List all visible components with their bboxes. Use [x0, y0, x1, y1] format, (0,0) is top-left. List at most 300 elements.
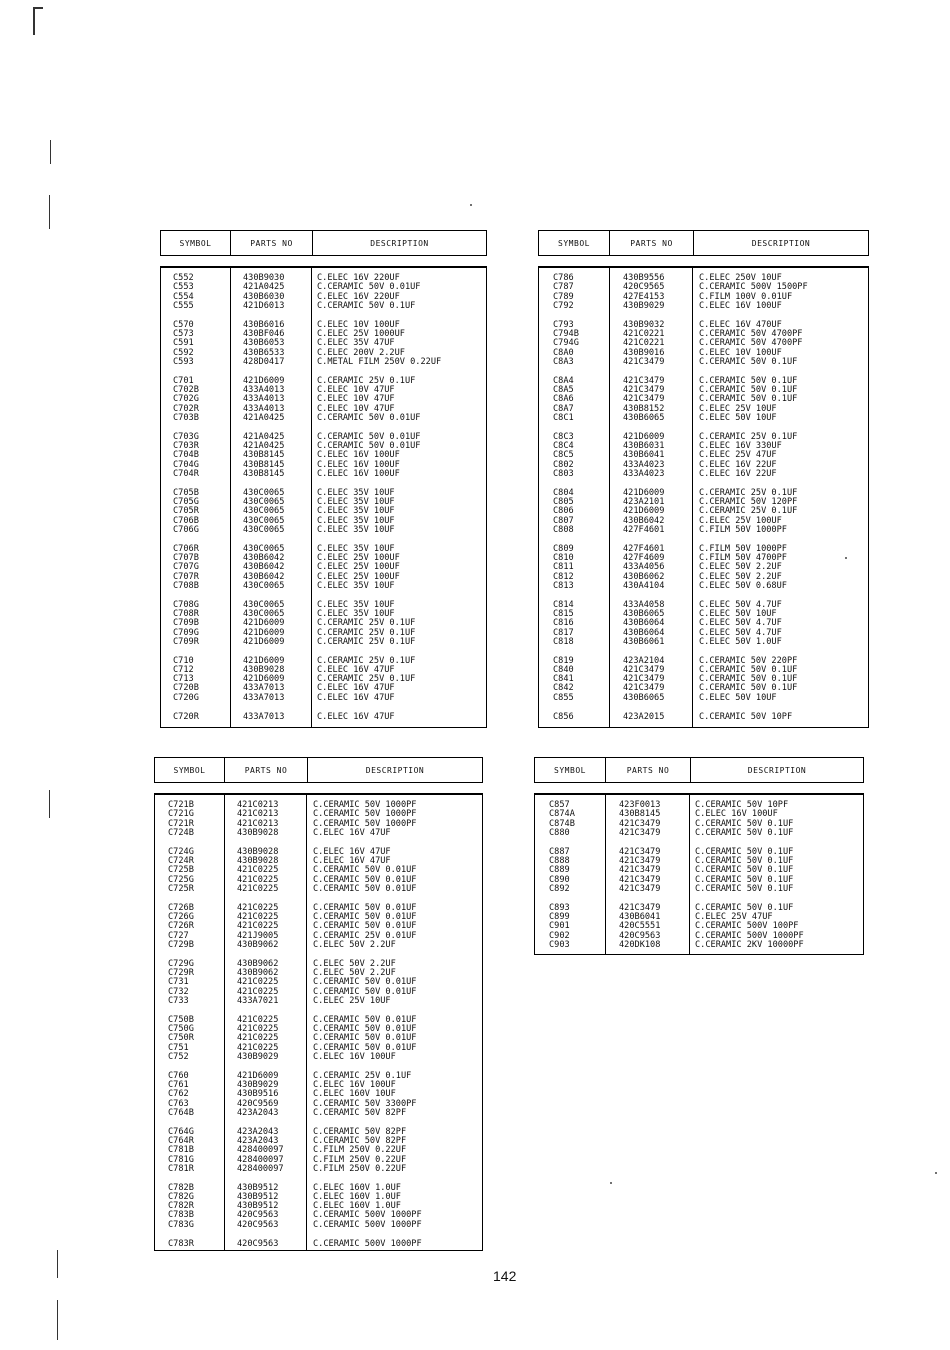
symbol-cell: C705B — [173, 487, 199, 498]
row-group — [553, 274, 579, 311]
parts-no-cell: 430B6042 — [243, 552, 285, 563]
parts-no-cell: 430B9028 — [237, 827, 279, 838]
description-cell: C.CERAMIC 25V 0.1UF — [317, 636, 416, 647]
symbol-cell: C704B — [173, 450, 199, 461]
parts-no-cell: 421C0225 — [237, 1033, 279, 1044]
parts-no-cell: 420C9563 — [237, 1238, 279, 1249]
row-group — [173, 377, 199, 423]
scan-mark-3 — [49, 790, 50, 818]
description-cell: C.ELEC 50V 4.7UF — [699, 627, 782, 638]
row-group — [173, 433, 199, 479]
description-cell: C.CERAMIC 50V 82PF — [313, 1135, 407, 1146]
symbol-cell: C783R — [168, 1238, 194, 1249]
description-cell: C.CERAMIC 50V 0.1UF — [695, 883, 794, 894]
description-cell: C.CERAMIC 50V 0.1UF — [695, 846, 794, 857]
row-group — [317, 433, 441, 479]
symbol-cell: C804 — [553, 487, 574, 498]
symbol-cell: C706G — [173, 524, 199, 535]
description-cell: C.CERAMIC 50V 0.01UF — [313, 921, 417, 932]
description-cell: C.ELEC 35V 10UF — [317, 487, 395, 498]
symbol-cell: C703R — [173, 440, 199, 451]
symbol-cell: C793 — [553, 319, 574, 330]
symbol-cell: C732 — [168, 986, 189, 997]
scan-mark-corner-v — [33, 7, 35, 35]
row-group — [699, 489, 808, 535]
symbol-cell: C720B — [173, 683, 199, 694]
description-cell: C.CERAMIC 25V 0.1UF — [317, 618, 416, 629]
row-group — [553, 545, 579, 591]
row-group — [243, 489, 284, 535]
parts-no-cell: 423A2043 — [237, 1126, 279, 1137]
row-group — [695, 801, 804, 838]
parts-no-cell: 421C0225 — [237, 1014, 279, 1025]
symbol-cell: C729G — [168, 958, 194, 969]
row-group — [237, 1240, 284, 1249]
row-group — [237, 1016, 284, 1062]
parts-no-cell: 421C0225 — [237, 921, 279, 932]
description-cell: C.ELEC 35V 10UF — [317, 515, 395, 526]
row-group — [317, 274, 441, 311]
row-group — [243, 545, 284, 591]
symbol-cell: C702R — [173, 403, 199, 414]
parts-no-cell: 421D6009 — [243, 636, 285, 647]
row-group — [699, 545, 808, 591]
row-group — [699, 601, 808, 647]
symbol-cell: C781R — [168, 1163, 194, 1174]
symbol-cell: C709B — [173, 618, 199, 629]
parts-no-cell: 430B6041 — [619, 911, 661, 922]
description-cell: C.ELEC 50V 2.2UF — [699, 562, 782, 573]
symbol-cell: C724G — [168, 846, 194, 857]
symbol-cell: C888 — [549, 855, 570, 866]
symbol-cell: C8A5 — [553, 384, 574, 395]
row-group — [313, 904, 422, 950]
description-cell: C.ELEC 50V 4.7UF — [699, 618, 782, 629]
scan-mark-4 — [57, 1250, 58, 1278]
symbol-cell: C787 — [553, 282, 574, 293]
symbol-cell: C8C4 — [553, 440, 574, 451]
symbol-cell: C726R — [168, 921, 194, 932]
description-cell: C.ELEC 200V 2.2UF — [317, 347, 405, 358]
symbol-cell: C750G — [168, 1023, 194, 1034]
parts-no-cell: 421C0225 — [237, 883, 279, 894]
parts-no-cell: 430B9029 — [237, 1051, 279, 1062]
symbol-cell: C811 — [553, 562, 574, 573]
description-cell: C.CERAMIC 50V 0.1UF — [695, 818, 794, 829]
parts-no-cell: 430B6042 — [243, 562, 285, 573]
symbol-cell: C899 — [549, 911, 570, 922]
description-cell: C.CERAMIC 50V 0.01UF — [317, 282, 421, 293]
description-cell: C.CERAMIC 50V 10PF — [695, 800, 789, 810]
parts-no-cell: 421C0213 — [237, 800, 279, 810]
row-group — [168, 1240, 194, 1249]
description-cell: C.FILM 250V 0.22UF — [313, 1145, 407, 1156]
row-group — [619, 904, 660, 950]
header-symbol: SYMBOL — [161, 231, 231, 255]
row-group — [313, 960, 422, 1006]
row-group — [173, 545, 199, 591]
parts-no-cell: 430B8145 — [243, 459, 285, 470]
row-group — [553, 489, 579, 535]
description-cell: C.ELEC 50V 2.2UF — [313, 939, 396, 950]
description-cell: C.ELEC 35V 10UF — [317, 543, 395, 554]
parts-no-cell: 433A4023 — [623, 468, 665, 479]
description-cell: C.ELEC 16V 220UF — [317, 273, 400, 283]
symbol-cell: C712 — [173, 664, 194, 675]
parts-no-cell: 421C3479 — [619, 827, 661, 838]
parts-no-cell: 430C0065 — [243, 524, 285, 535]
description-cell: C.CERAMIC 50V 0.01UF — [317, 440, 421, 451]
description-cell: C.ELEC 25V 10UF — [699, 403, 777, 414]
parts-no-cell: 421A0425 — [243, 282, 285, 293]
symbol-cell: C731 — [168, 977, 189, 988]
symbol-cell: C704G — [173, 459, 199, 470]
row-group — [553, 321, 579, 367]
parts-no-cell: 430B9062 — [237, 939, 279, 950]
row-group — [317, 657, 441, 703]
symbol-cell: C812 — [553, 571, 574, 582]
table-body — [538, 266, 869, 728]
description-cell: C.CERAMIC 50V 0.1UF — [695, 855, 794, 866]
description-cell: C.CERAMIC 25V 0.1UF — [699, 506, 798, 517]
parts-no-cell: 430B9029 — [623, 300, 665, 311]
description-cell: C.ELEC 25V 47UF — [699, 450, 777, 461]
parts-no-cell: 430B6031 — [623, 440, 665, 451]
parts-no-cell: 423A2101 — [623, 496, 665, 507]
description-cell: C.CERAMIC 25V 0.01UF — [313, 930, 417, 941]
parts-no-cell: 421C0225 — [237, 911, 279, 922]
description-cell: C.CERAMIC 500V 1500PF — [699, 282, 808, 293]
header-description: DESCRIPTION — [751, 238, 811, 248]
parts-no-cell: 421C3479 — [619, 846, 661, 857]
parts-no-cell: 421C3479 — [623, 683, 665, 694]
symbol-cell: C856 — [553, 711, 574, 722]
description-cell: C.ELEC 50V 2.2UF — [313, 958, 396, 969]
row-group — [173, 657, 199, 703]
table-header — [160, 230, 487, 256]
symbol-cell: C892 — [549, 883, 570, 894]
description-cell: C.ELEC 16V 47UF — [317, 692, 395, 703]
row-group — [168, 1016, 194, 1062]
description-cell: C.METAL FILM 250V 0.22UF — [317, 356, 442, 367]
description-cell: C.ELEC 25V 100UF — [699, 515, 782, 526]
symbol-cell: C703G — [173, 431, 199, 442]
header-description: DESCRIPTION — [370, 238, 429, 248]
description-cell: C.ELEC 25V 100UF — [317, 552, 400, 563]
description-cell: C.ELEC 35V 10UF — [317, 599, 395, 610]
description-cell: C.FILM 250V 0.22UF — [313, 1154, 407, 1165]
row-group — [173, 321, 199, 367]
row-group — [168, 801, 194, 838]
description-cell: C.ELEC 16V 100UF — [699, 300, 782, 311]
symbol-cell: C733 — [168, 995, 189, 1006]
parts-no-cell: 430C0065 — [243, 608, 285, 619]
description-cell: C.CERAMIC 50V 0.01UF — [313, 1042, 417, 1053]
description-cell: C.ELEC 16V 100UF — [313, 1051, 396, 1062]
symbol-cell: C789 — [553, 291, 574, 302]
description-cell: C.ELEC 35V 10UF — [317, 506, 395, 517]
parts-no-cell: 430B8145 — [619, 809, 661, 820]
parts-no-cell: 420C9565 — [623, 282, 665, 293]
symbol-cell: C810 — [553, 552, 574, 563]
symbol-cell: C889 — [549, 865, 570, 876]
symbol-cell: C593 — [173, 356, 194, 367]
symbol-cell: C552 — [173, 273, 194, 283]
description-cell: C.CERAMIC 50V 0.1UF — [695, 827, 794, 838]
symbol-cell: C708B — [173, 580, 199, 591]
parts-no-cell: 430B9016 — [623, 347, 665, 358]
header-symbol: SYMBOL — [535, 758, 606, 782]
row-group — [313, 1184, 422, 1230]
description-cell: C.CERAMIC 25V 0.1UF — [317, 375, 416, 386]
symbol-cell: C750B — [168, 1014, 194, 1025]
parts-no-cell: 420C9563 — [619, 930, 661, 941]
parts-no-cell: 421D6013 — [243, 300, 285, 311]
row-group — [317, 321, 441, 367]
parts-no-cell: 430C0065 — [243, 580, 285, 591]
parts-no-cell: 428400097 — [237, 1145, 284, 1156]
row-group — [699, 657, 808, 703]
row-group — [549, 801, 575, 838]
symbol-cell: C764G — [168, 1126, 194, 1137]
description-cell: C.CERAMIC 50V 0.01UF — [313, 1014, 417, 1025]
description-cell: C.ELEC 50V 1.0UF — [699, 636, 782, 647]
row-group — [549, 848, 575, 894]
parts-no-cell: 433A4013 — [243, 394, 285, 405]
parts-no-cell: 430B8145 — [243, 468, 285, 479]
row-group — [553, 377, 579, 423]
symbol-cell: C708G — [173, 599, 199, 610]
symbol-cell: C751 — [168, 1042, 189, 1053]
symbol-cell: C786 — [553, 273, 574, 283]
description-cell: C.ELEC 16V 100UF — [313, 1079, 396, 1090]
description-cell: C.CERAMIC 50V 0.1UF — [699, 394, 798, 405]
row-group — [695, 904, 804, 950]
scan-dot-3 — [610, 1182, 612, 1184]
parts-no-cell: 430B9030 — [243, 273, 285, 283]
description-cell: C.CERAMIC 50V 0.01UF — [317, 412, 421, 423]
row-group — [553, 601, 579, 647]
description-cell: C.ELEC 250V 10UF — [699, 273, 782, 283]
row-group — [623, 545, 664, 591]
symbol-cell: C818 — [553, 636, 574, 647]
parts-no-cell: 420C5551 — [619, 921, 661, 932]
row-group — [313, 1128, 422, 1174]
row-group — [699, 274, 808, 311]
description-cell: C.ELEC 25V 10UF — [313, 995, 391, 1006]
row-group — [243, 377, 284, 423]
description-cell: C.CERAMIC 500V 100PF — [695, 921, 799, 932]
parts-no-cell: 430B6041 — [623, 450, 665, 461]
parts-no-cell: 421C0225 — [237, 986, 279, 997]
symbol-cell: C725G — [168, 874, 194, 885]
scan-mark-corner-h — [33, 7, 43, 9]
parts-no-cell: 421C3479 — [619, 865, 661, 876]
row-group — [699, 713, 808, 722]
parts-no-cell: 430C0065 — [243, 487, 285, 498]
symbol-cell: C701 — [173, 375, 194, 386]
symbol-cell: C726G — [168, 911, 194, 922]
description-cell: C.ELEC 25V 47UF — [695, 911, 773, 922]
description-cell: C.CERAMIC 50V 0.1UF — [695, 902, 794, 913]
symbol-cell: C8C3 — [553, 431, 574, 442]
description-cell: C.CERAMIC 50V 4700PF — [699, 338, 803, 349]
symbol-cell: C724B — [168, 827, 194, 838]
symbol-cell: C808 — [553, 524, 574, 535]
parts-no-cell: 423F0013 — [619, 800, 661, 810]
parts-no-cell: 421C3479 — [623, 384, 665, 395]
parts-no-cell: 421A0425 — [243, 440, 285, 451]
description-cell: C.CERAMIC 25V 0.1UF — [317, 674, 416, 685]
parts-no-cell: 421C0225 — [237, 1042, 279, 1053]
table-header — [538, 230, 869, 256]
description-cell: C.ELEC 35V 10UF — [317, 580, 395, 591]
row-group — [623, 657, 664, 703]
symbol-cell: C8A3 — [553, 356, 574, 367]
description-cell: C.CERAMIC 50V 120PF — [699, 496, 798, 507]
description-cell: C.CERAMIC 50V 0.01UF — [313, 1033, 417, 1044]
scan-mark-1 — [50, 140, 51, 164]
symbol-cell: C554 — [173, 291, 194, 302]
description-cell: C.ELEC 35V 10UF — [317, 524, 395, 535]
row-group — [237, 1128, 284, 1174]
symbol-cell: C874B — [549, 818, 575, 829]
parts-no-cell: 430B9032 — [623, 319, 665, 330]
description-cell: C.ELEC 16V 22UF — [699, 459, 777, 470]
parts-no-cell: 428D0417 — [243, 356, 285, 367]
description-cell: C.ELEC 10V 100UF — [317, 319, 400, 330]
parts-no-cell: 421C3479 — [619, 855, 661, 866]
description-cell: C.CERAMIC 25V 0.1UF — [317, 655, 416, 666]
symbol-cell: C591 — [173, 338, 194, 349]
description-cell: C.ELEC 10V 100UF — [699, 347, 782, 358]
header-symbol: SYMBOL — [155, 758, 225, 782]
symbol-cell: C8A7 — [553, 403, 574, 414]
description-cell: C.CERAMIC 50V 0.01UF — [313, 865, 417, 876]
scan-mark-2 — [49, 195, 50, 229]
symbol-cell: C880 — [549, 827, 570, 838]
symbol-cell: C721R — [168, 818, 194, 829]
row-group — [243, 657, 284, 703]
row-group — [313, 848, 422, 894]
parts-no-cell: 427E4153 — [623, 291, 665, 302]
description-cell: C.ELEC 160V 1.0UF — [313, 1191, 401, 1202]
row-group — [699, 433, 808, 479]
row-group — [317, 713, 441, 722]
symbol-cell: C763 — [168, 1098, 189, 1109]
parts-no-cell: 427F4601 — [623, 543, 665, 554]
symbol-cell: C762 — [168, 1089, 189, 1100]
header-parts-no: PARTS NO — [610, 231, 694, 255]
symbol-cell: C8C1 — [553, 412, 574, 423]
row-group — [313, 1072, 422, 1118]
description-cell: C.FILM 50V 1000PF — [699, 524, 787, 535]
header-description: DESCRIPTION — [365, 765, 425, 775]
description-cell: C.ELEC 50V 0.68UF — [699, 580, 787, 591]
row-group — [623, 321, 664, 367]
symbol-cell: C783B — [168, 1210, 194, 1221]
description-cell: C.ELEC 16V 100UF — [317, 459, 400, 470]
parts-no-cell: 421D6009 — [623, 487, 665, 498]
symbol-cell: C817 — [553, 627, 574, 638]
description-cell: C.CERAMIC 50V 1000PF — [313, 800, 417, 810]
parts-no-cell: 421C0213 — [237, 818, 279, 829]
symbol-cell: C890 — [549, 874, 570, 885]
description-cell: C.CERAMIC 50V 4700PF — [699, 328, 803, 339]
parts-no-cell: 430C0065 — [243, 496, 285, 507]
parts-no-cell: 427F4609 — [623, 552, 665, 563]
symbol-cell: C803 — [553, 468, 574, 479]
parts-no-cell: 430B9028 — [237, 846, 279, 857]
description-cell: C.CERAMIC 50V 0.01UF — [313, 977, 417, 988]
symbol-cell: C764B — [168, 1107, 194, 1118]
symbol-cell: C761 — [168, 1079, 189, 1090]
header-parts-no: PARTS NO — [231, 231, 313, 255]
description-cell: C.CERAMIC 50V 220PF — [699, 655, 798, 666]
symbol-cell: C705R — [173, 506, 199, 517]
row-group — [619, 848, 660, 894]
symbol-cell: C760 — [168, 1070, 189, 1081]
row-group — [699, 321, 808, 367]
row-group — [313, 801, 422, 838]
description-cell: C.CERAMIC 50V 0.1UF — [699, 375, 798, 386]
description-cell: C.CERAMIC 50V 0.01UF — [313, 1023, 417, 1034]
parts-no-cell: 423A2104 — [623, 655, 665, 666]
description-cell: C.ELEC 50V 10UF — [699, 412, 777, 423]
parts-no-cell: 430B6061 — [623, 636, 665, 647]
symbol-cell: C729R — [168, 967, 194, 978]
row-group — [313, 1016, 422, 1062]
row-group — [168, 848, 194, 894]
description-cell: C.CERAMIC 50V 1000PF — [313, 818, 417, 829]
parts-no-cell: 433A4023 — [623, 459, 665, 470]
parts-no-cell: 421D6009 — [623, 431, 665, 442]
parts-no-cell: 420C9563 — [237, 1210, 279, 1221]
description-cell: C.ELEC 16V 100UF — [695, 809, 778, 820]
row-group — [695, 848, 804, 894]
description-cell: C.CERAMIC 50V 0.01UF — [313, 874, 417, 885]
row-group — [243, 433, 284, 479]
description-cell: C.ELEC 16V 47UF — [313, 846, 391, 857]
parts-no-cell: 430B6062 — [623, 571, 665, 582]
table-body — [160, 266, 487, 728]
symbol-cell: C752 — [168, 1051, 189, 1062]
symbol-cell: C842 — [553, 683, 574, 694]
description-cell: C.FILM 50V 4700PF — [699, 552, 787, 563]
parts-no-cell: 421C0225 — [237, 902, 279, 913]
parts-no-cell: 430B6053 — [243, 338, 285, 349]
description-cell: C.CERAMIC 2KV 10000PF — [695, 939, 804, 950]
row-group — [619, 801, 660, 838]
description-cell: C.ELEC 50V 10UF — [699, 608, 777, 619]
symbol-cell: C725R — [168, 883, 194, 894]
description-cell: C.CERAMIC 50V 0.01UF — [313, 902, 417, 913]
symbol-cell: C709G — [173, 627, 199, 638]
description-cell: C.ELEC 25V 1000UF — [317, 328, 405, 339]
symbol-cell: C573 — [173, 328, 194, 339]
row-group — [243, 274, 284, 311]
symbol-cell: C702G — [173, 394, 199, 405]
parts-no-cell: 420DK108 — [619, 939, 661, 950]
description-cell: C.FILM 250V 0.22UF — [313, 1163, 407, 1174]
parts-no-cell: 430B9516 — [237, 1089, 279, 1100]
parts-no-cell: 430C0065 — [243, 599, 285, 610]
description-cell: C.CERAMIC 500V 1000PF — [313, 1219, 422, 1230]
parts-no-cell: 433A4058 — [623, 599, 665, 610]
parts-no-cell: 430B9556 — [623, 273, 665, 283]
row-group — [553, 657, 579, 703]
description-cell: C.ELEC 160V 10UF — [313, 1089, 396, 1100]
